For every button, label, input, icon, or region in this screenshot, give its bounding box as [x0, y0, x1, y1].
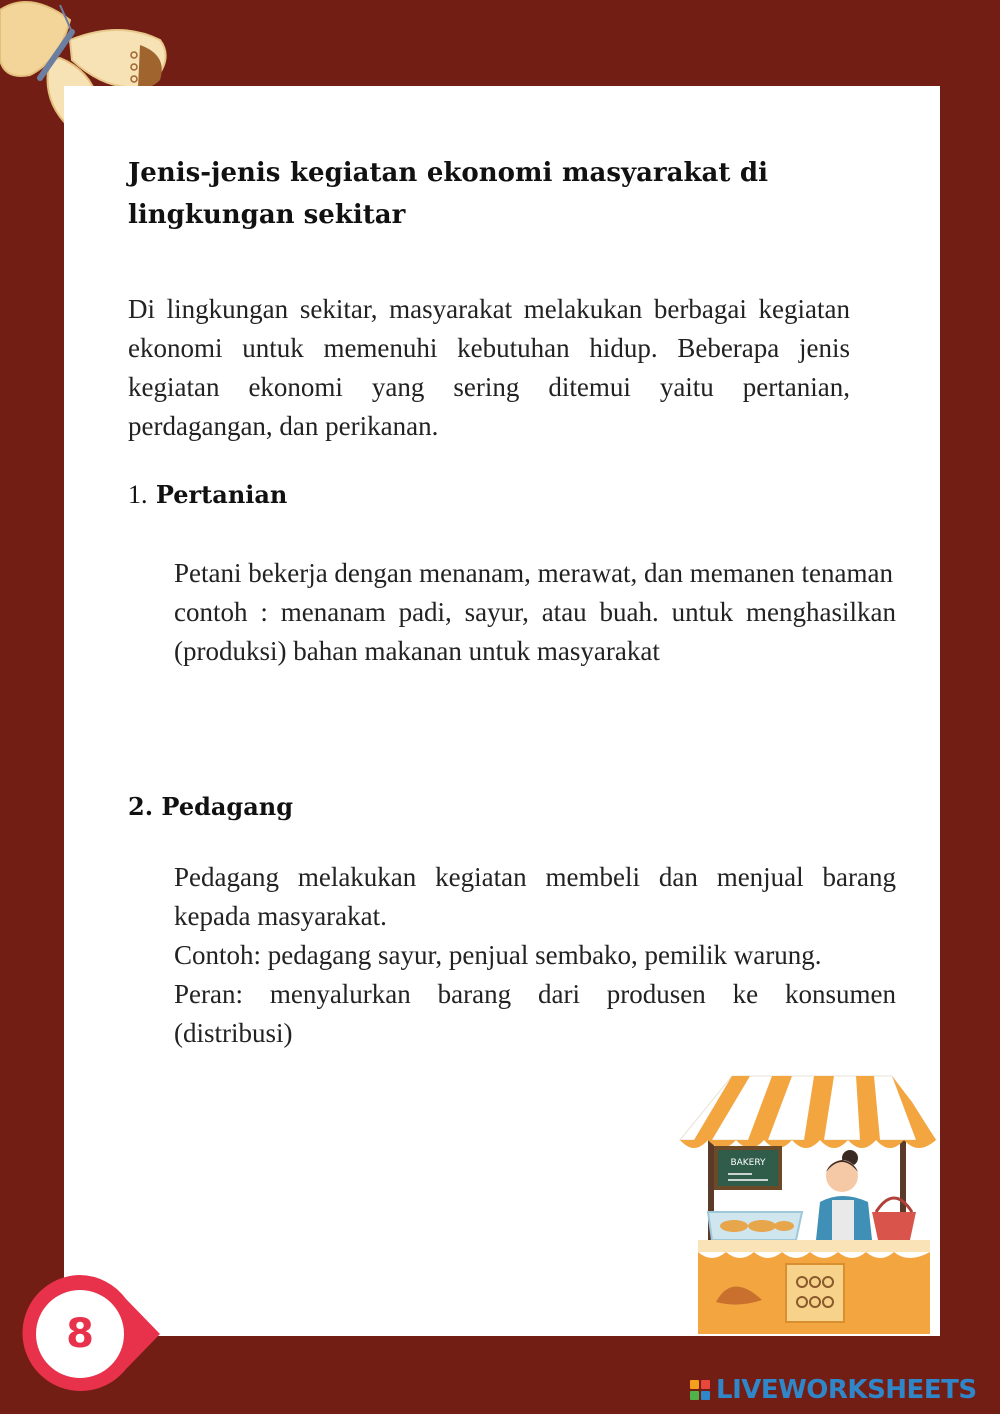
intro-paragraph: Di lingkungan sekitar, masyarakat melakukan berbagai kegiatan ekonomi untuk memenuhi kebutuhan hidup. Beberapa jenis kegiatan ekonomi yang sering ditemui yaitu pertanian, perdagangan, dan perikanan.: [128, 294, 850, 441]
section-heading-pedagang: [128, 792, 293, 821]
section-title: Pertanian: [155, 480, 288, 509]
stall-sign-text: BAKERY: [730, 1158, 766, 1168]
section-number: 1.: [128, 480, 148, 509]
paragraph: contoh : menanam padi, sayur, atau buah. untuk menghasilkan (produksi) bahan makanan untuk masyarakat: [174, 597, 896, 666]
section-body-pertanian: [174, 554, 896, 671]
liveworksheets-logo: [690, 1376, 977, 1404]
paragraph: Pedagang melakukan kegiatan membeli dan menjual barang kepada masyarakat.: [174, 862, 896, 931]
section-title: Pedagang: [161, 792, 293, 821]
page-number: 8: [66, 1311, 94, 1357]
paragraph: Contoh: pedagang sayur, penjual sembako, pemilik warung.: [174, 940, 822, 970]
section-heading-pertanian: [128, 480, 287, 510]
section-body-pedagang: [174, 858, 896, 1053]
page-title: Jenis-jenis kegiatan ekonomi masyarakat di lingkungan sekitar: [128, 158, 768, 230]
liveworksheets-logo-icon: [690, 1380, 710, 1400]
logo-text: LIVEWORKSHEETS: [716, 1375, 977, 1405]
paragraph: Petani bekerja dengan menanam, merawat, dan memanen tenaman: [174, 558, 893, 588]
market-stall-icon: [672, 1072, 940, 1334]
paragraph: Peran: menyalurkan barang dari produsen ke konsumen (distribusi): [174, 979, 896, 1048]
section-number: 2.: [128, 792, 154, 821]
